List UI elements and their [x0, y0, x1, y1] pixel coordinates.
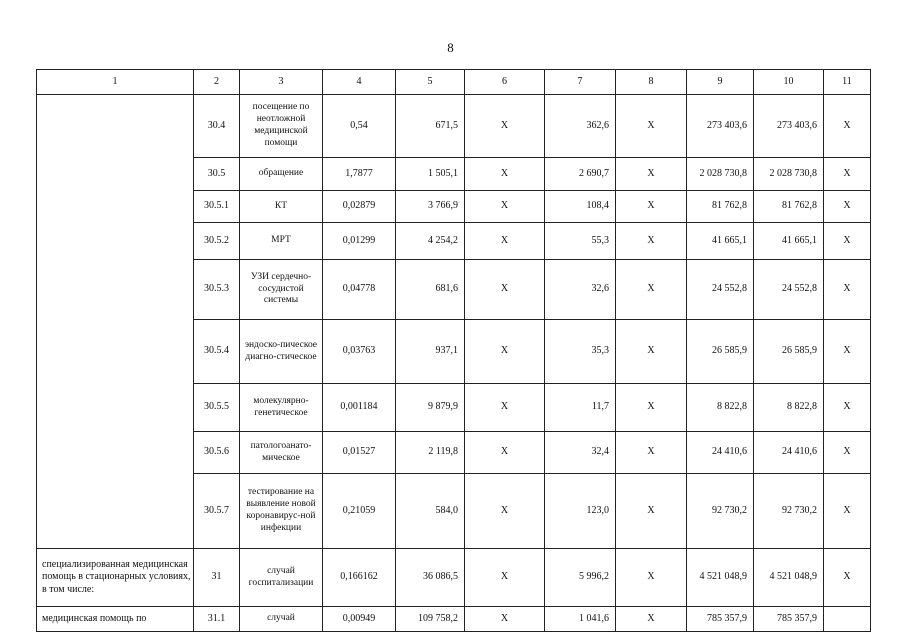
row-total-2: 2 028 730,8 — [754, 158, 824, 191]
row-sum: 11,7 — [545, 384, 616, 432]
header-cell: 8 — [616, 70, 687, 95]
row-total: 41 665,1 — [687, 223, 754, 260]
row-total-2: 273 403,6 — [754, 95, 824, 158]
row-sum: 32,6 — [545, 260, 616, 320]
row-section-name — [37, 95, 194, 549]
row-total-2: 8 822,8 — [754, 384, 824, 432]
row-unit: случай — [240, 607, 323, 632]
row-cost: 36 086,5 — [396, 549, 465, 607]
row-col6: Х — [465, 607, 545, 632]
row-col6: Х — [465, 191, 545, 223]
row-col8: Х — [616, 432, 687, 474]
row-col11: Х — [824, 320, 871, 384]
header-cell: 1 — [37, 70, 194, 95]
row-code: 30.5.4 — [194, 320, 240, 384]
row-total: 81 762,8 — [687, 191, 754, 223]
row-code: 30.5.2 — [194, 223, 240, 260]
row-unit: эндоско-пическое диагно-стическое — [240, 320, 323, 384]
row-code: 30.5 — [194, 158, 240, 191]
row-code: 30.5.1 — [194, 191, 240, 223]
header-cell: 2 — [194, 70, 240, 95]
row-col11: Х — [824, 260, 871, 320]
row-col8: Х — [616, 223, 687, 260]
row-sum: 32,4 — [545, 432, 616, 474]
header-cell: 10 — [754, 70, 824, 95]
row-unit: КТ — [240, 191, 323, 223]
row-total: 785 357,9 — [687, 607, 754, 632]
row-col11: Х — [824, 191, 871, 223]
row-col8: Х — [616, 158, 687, 191]
row-code: 31 — [194, 549, 240, 607]
row-col11 — [824, 607, 871, 632]
row-sum: 1 041,6 — [545, 607, 616, 632]
row-col6: Х — [465, 432, 545, 474]
table-row — [37, 549, 871, 607]
row-norm: 0,001184 — [323, 384, 396, 432]
row-code: 30.4 — [194, 95, 240, 158]
row-cost: 681,6 — [396, 260, 465, 320]
row-total-2: 24 552,8 — [754, 260, 824, 320]
row-code: 30.5.3 — [194, 260, 240, 320]
header-cell: 3 — [240, 70, 323, 95]
row-sum: 2 690,7 — [545, 158, 616, 191]
row-total: 24 410,6 — [687, 432, 754, 474]
row-col6: Х — [465, 549, 545, 607]
row-total: 273 403,6 — [687, 95, 754, 158]
row-col8: Х — [616, 384, 687, 432]
row-col11: Х — [824, 95, 871, 158]
row-sum: 123,0 — [545, 474, 616, 549]
row-total-2: 92 730,2 — [754, 474, 824, 549]
row-code: 31.1 — [194, 607, 240, 632]
row-col6: Х — [465, 260, 545, 320]
row-col8: Х — [616, 95, 687, 158]
row-col8: Х — [616, 549, 687, 607]
row-col6: Х — [465, 384, 545, 432]
row-norm: 0,54 — [323, 95, 396, 158]
row-code: 30.5.7 — [194, 474, 240, 549]
row-total-2: 4 521 048,9 — [754, 549, 824, 607]
row-col8: Х — [616, 607, 687, 632]
row-norm: 0,21059 — [323, 474, 396, 549]
row-cost: 1 505,1 — [396, 158, 465, 191]
row-norm: 0,01299 — [323, 223, 396, 260]
row-total: 26 585,9 — [687, 320, 754, 384]
row-total: 24 552,8 — [687, 260, 754, 320]
row-col11: Х — [824, 158, 871, 191]
row-total: 8 822,8 — [687, 384, 754, 432]
row-unit: тестирование на выявление новой коронавирус-ной инфекции — [240, 474, 323, 549]
row-cost: 937,1 — [396, 320, 465, 384]
header-cell: 4 — [323, 70, 396, 95]
row-unit: патологоанато-мическое — [240, 432, 323, 474]
row-col11: Х — [824, 549, 871, 607]
row-total-2: 24 410,6 — [754, 432, 824, 474]
row-norm: 0,03763 — [323, 320, 396, 384]
header-row — [37, 70, 871, 95]
row-code: 30.5.6 — [194, 432, 240, 474]
row-col11: Х — [824, 223, 871, 260]
row-col8: Х — [616, 474, 687, 549]
row-col6: Х — [465, 320, 545, 384]
row-col8: Х — [616, 320, 687, 384]
row-cost: 4 254,2 — [396, 223, 465, 260]
row-col6: Х — [465, 158, 545, 191]
row-total: 92 730,2 — [687, 474, 754, 549]
row-cost: 3 766,9 — [396, 191, 465, 223]
row-col11: Х — [824, 384, 871, 432]
row-sum: 55,3 — [545, 223, 616, 260]
row-norm: 0,01527 — [323, 432, 396, 474]
row-norm: 1,7877 — [323, 158, 396, 191]
row-norm: 0,00949 — [323, 607, 396, 632]
row-sum: 108,4 — [545, 191, 616, 223]
row-col6: Х — [465, 474, 545, 549]
row-unit: молекулярно-генетическое — [240, 384, 323, 432]
table-row — [37, 607, 871, 632]
row-unit: МРТ — [240, 223, 323, 260]
row-norm: 0,02879 — [323, 191, 396, 223]
row-col8: Х — [616, 191, 687, 223]
row-total-2: 81 762,8 — [754, 191, 824, 223]
row-col6: Х — [465, 223, 545, 260]
row-cost: 109 758,2 — [396, 607, 465, 632]
row-sum: 5 996,2 — [545, 549, 616, 607]
row-sum: 362,6 — [545, 95, 616, 158]
row-unit: УЗИ сердечно-сосудистой системы — [240, 260, 323, 320]
row-unit: обращение — [240, 158, 323, 191]
row-col8: Х — [616, 260, 687, 320]
header-cell: 6 — [465, 70, 545, 95]
row-col6: Х — [465, 95, 545, 158]
row-col11: Х — [824, 474, 871, 549]
row-total: 2 028 730,8 — [687, 158, 754, 191]
page-number: 8 — [447, 40, 454, 55]
row-cost: 2 119,8 — [396, 432, 465, 474]
header-cell: 11 — [824, 70, 871, 95]
row-total-2: 41 665,1 — [754, 223, 824, 260]
row-section-name: медицинская помощь по — [37, 607, 194, 632]
row-norm: 0,166162 — [323, 549, 396, 607]
row-cost: 584,0 — [396, 474, 465, 549]
row-code: 30.5.5 — [194, 384, 240, 432]
row-section-name: специализированная медицинская помощь в стационарных условиях, в том числе: — [37, 549, 194, 607]
row-norm: 0,04778 — [323, 260, 396, 320]
row-col11: Х — [824, 432, 871, 474]
header-cell: 9 — [687, 70, 754, 95]
tariff-table — [36, 69, 871, 632]
row-unit: случай госпитализации — [240, 549, 323, 607]
row-total: 4 521 048,9 — [687, 549, 754, 607]
table-row — [37, 95, 871, 158]
row-cost: 9 879,9 — [396, 384, 465, 432]
row-unit: посещение по неотложной медицинской помощи — [240, 95, 323, 158]
row-sum: 35,3 — [545, 320, 616, 384]
row-total-2: 785 357,9 — [754, 607, 824, 632]
row-cost: 671,5 — [396, 95, 465, 158]
header-cell: 7 — [545, 70, 616, 95]
row-total-2: 26 585,9 — [754, 320, 824, 384]
header-cell: 5 — [396, 70, 465, 95]
